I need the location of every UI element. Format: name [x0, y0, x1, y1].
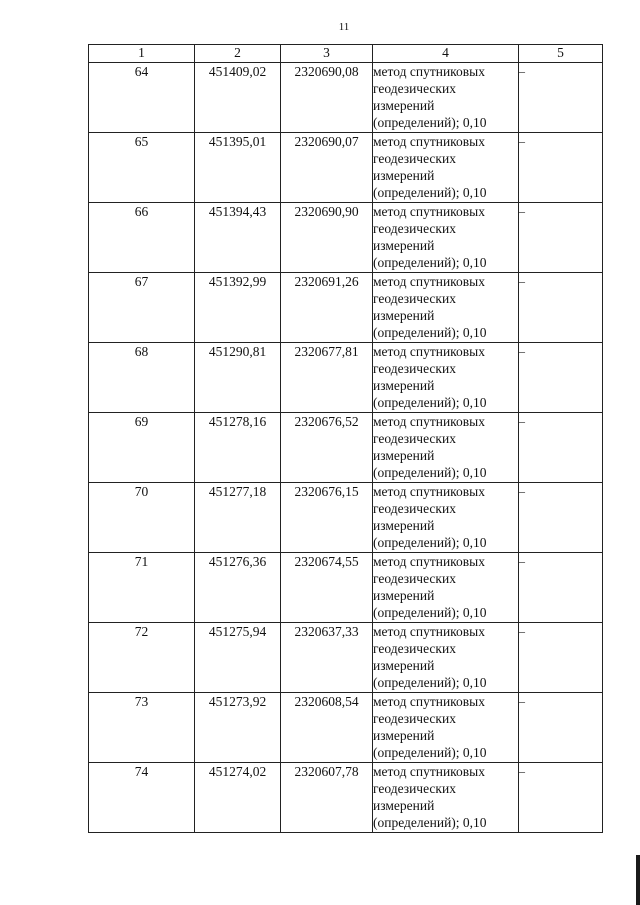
coord-x: 451277,18 — [195, 483, 281, 553]
method-text: метод спутниковых геодезических измерений (определений); 0,10 — [373, 483, 519, 553]
note-text: – — [519, 133, 603, 203]
table-row — [89, 483, 603, 553]
point-number: 70 — [89, 483, 195, 553]
point-number: 71 — [89, 553, 195, 623]
coord-x: 451392,99 — [195, 273, 281, 343]
coord-y: 2320607,78 — [281, 763, 373, 833]
coord-y: 2320690,08 — [281, 63, 373, 133]
method-text: метод спутниковых геодезических измерений (определений); 0,10 — [373, 343, 519, 413]
header-col-3: 3 — [281, 45, 373, 63]
header-col-4: 4 — [373, 45, 519, 63]
note-text: – — [519, 763, 603, 833]
note-text: – — [519, 343, 603, 413]
table-row — [89, 63, 603, 133]
coord-x: 451394,43 — [195, 203, 281, 273]
note-text: – — [519, 413, 603, 483]
coord-x: 451409,02 — [195, 63, 281, 133]
header-col-2: 2 — [195, 45, 281, 63]
coord-y: 2320677,81 — [281, 343, 373, 413]
table-row — [89, 413, 603, 483]
table-row — [89, 273, 603, 343]
point-number: 72 — [89, 623, 195, 693]
coord-y: 2320637,33 — [281, 623, 373, 693]
method-text: метод спутниковых геодезических измерений (определений); 0,10 — [373, 273, 519, 343]
note-text: – — [519, 273, 603, 343]
method-text: метод спутниковых геодезических измерений (определений); 0,10 — [373, 203, 519, 273]
coord-x: 451276,36 — [195, 553, 281, 623]
coord-y: 2320691,26 — [281, 273, 373, 343]
table-row — [89, 763, 603, 833]
page-number: 11 — [338, 21, 350, 33]
note-text: – — [519, 553, 603, 623]
point-number: 69 — [89, 413, 195, 483]
note-text: – — [519, 203, 603, 273]
table-row — [89, 693, 603, 763]
method-text: метод спутниковых геодезических измерений (определений); 0,10 — [373, 553, 519, 623]
coord-y: 2320690,90 — [281, 203, 373, 273]
point-number: 73 — [89, 693, 195, 763]
note-text: – — [519, 623, 603, 693]
point-number: 67 — [89, 273, 195, 343]
method-text: метод спутниковых геодезических измерений (определений); 0,10 — [373, 413, 519, 483]
table-header-row — [89, 45, 603, 63]
note-text: – — [519, 483, 603, 553]
coord-y: 2320608,54 — [281, 693, 373, 763]
coord-y: 2320676,15 — [281, 483, 373, 553]
point-number: 65 — [89, 133, 195, 203]
point-number: 68 — [89, 343, 195, 413]
point-number: 64 — [89, 63, 195, 133]
point-number: 74 — [89, 763, 195, 833]
note-text: – — [519, 63, 603, 133]
coord-y: 2320674,55 — [281, 553, 373, 623]
header-col-5: 5 — [519, 45, 603, 63]
coord-x: 451290,81 — [195, 343, 281, 413]
method-text: метод спутниковых геодезических измерений (определений); 0,10 — [373, 63, 519, 133]
table-row — [89, 203, 603, 273]
header-col-1: 1 — [89, 45, 195, 63]
coord-x: 451395,01 — [195, 133, 281, 203]
coord-x: 451274,02 — [195, 763, 281, 833]
method-text: метод спутниковых геодезических измерений (определений); 0,10 — [373, 693, 519, 763]
table-row — [89, 133, 603, 203]
table-row — [89, 553, 603, 623]
coordinates-table — [88, 44, 603, 833]
table-row — [89, 343, 603, 413]
coord-x: 451278,16 — [195, 413, 281, 483]
point-number: 66 — [89, 203, 195, 273]
coord-x: 451275,94 — [195, 623, 281, 693]
method-text: метод спутниковых геодезических измерений (определений); 0,10 — [373, 133, 519, 203]
coord-y: 2320690,07 — [281, 133, 373, 203]
coord-y: 2320676,52 — [281, 413, 373, 483]
method-text: метод спутниковых геодезических измерений (определений); 0,10 — [373, 763, 519, 833]
note-text: – — [519, 693, 603, 763]
coord-x: 451273,92 — [195, 693, 281, 763]
scan-edge-mark — [636, 855, 640, 905]
method-text: метод спутниковых геодезических измерений (определений); 0,10 — [373, 623, 519, 693]
table-row — [89, 623, 603, 693]
